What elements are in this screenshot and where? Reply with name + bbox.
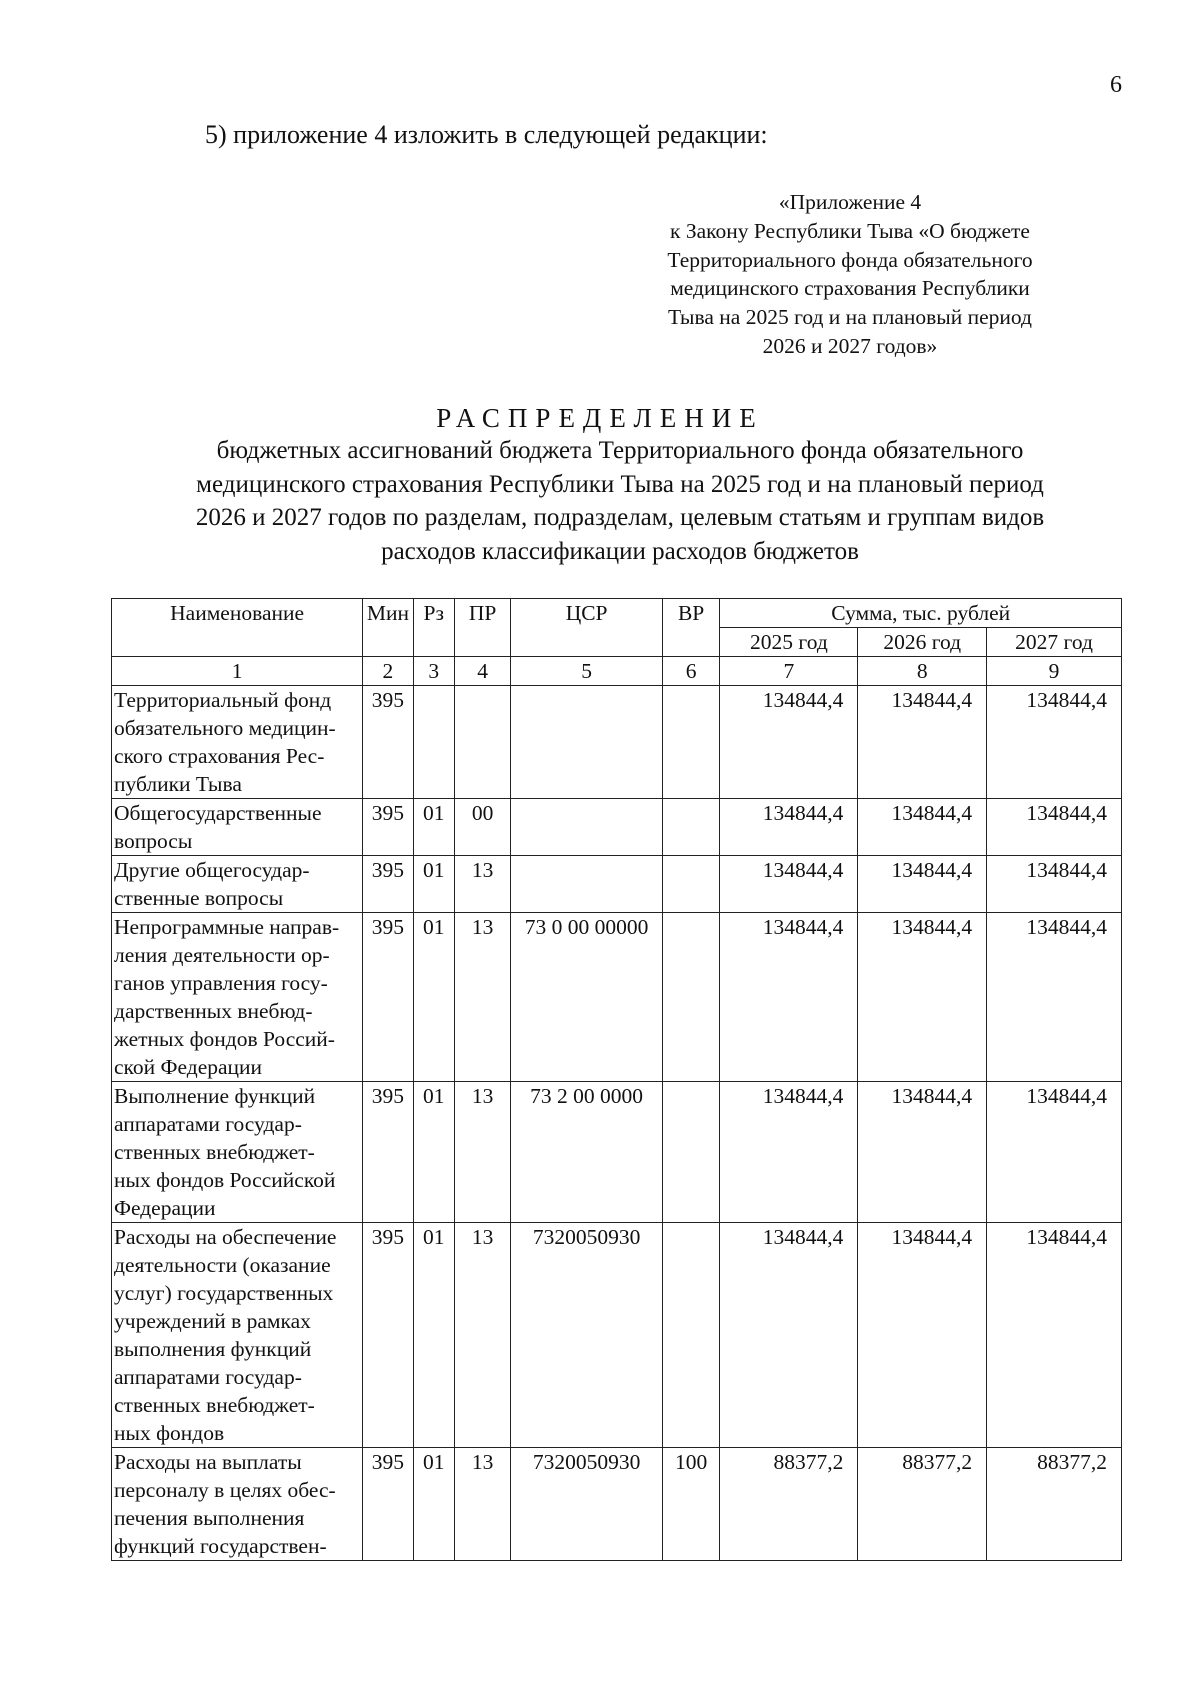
row-min: 395 <box>363 913 413 1082</box>
column-number: 5 <box>511 657 662 686</box>
row-name-line: деятельности (оказание <box>114 1253 331 1277</box>
header-min: Мин <box>363 599 413 657</box>
budget-table <box>111 598 1122 1561</box>
row-sum-2025: 134844,4 <box>720 913 858 1082</box>
document-title: РАСПРЕДЕЛЕНИЕ <box>436 403 764 433</box>
appendix-note-line: к Закону Республики Тыва «О бюджете <box>670 218 1030 243</box>
row-name-line: публики Тыва <box>114 772 242 796</box>
table-header-row <box>112 599 1122 628</box>
header-year-2025: 2025 год <box>720 628 858 657</box>
row-name-line: жетных фондов Россий- <box>114 1027 335 1051</box>
subtitle-line: медицинского страхования Республики Тыва на 2025 год и на плановый период <box>196 470 1044 498</box>
row-rz: 01 <box>413 913 454 1082</box>
row-sum-2026: 134844,4 <box>858 1223 987 1448</box>
row-name <box>112 1082 363 1223</box>
table-row <box>112 1448 1122 1561</box>
row-name <box>112 1448 363 1561</box>
row-name-line: услуг) государственных <box>114 1281 334 1305</box>
row-rz: 01 <box>413 856 454 913</box>
row-sum-2026: 134844,4 <box>858 686 987 799</box>
table-row <box>112 856 1122 913</box>
appendix-note <box>620 188 1080 361</box>
column-number: 9 <box>987 657 1122 686</box>
row-csr <box>511 799 662 856</box>
header-name: Наименование <box>112 599 363 657</box>
row-name-line: выполнения функций <box>114 1337 312 1361</box>
row-sum-2026: 134844,4 <box>858 913 987 1082</box>
table-row <box>112 1223 1122 1448</box>
row-min: 395 <box>363 1448 413 1561</box>
header-year-2026: 2026 год <box>858 628 987 657</box>
row-name-line: вопросы <box>114 829 193 853</box>
table-row <box>112 1082 1122 1223</box>
row-sum-2025: 88377,2 <box>720 1448 858 1561</box>
row-csr <box>511 686 662 799</box>
row-vr <box>662 686 720 799</box>
row-sum-2025: 134844,4 <box>720 686 858 799</box>
table-row <box>112 799 1122 856</box>
row-name-line: ганов управления госу- <box>114 971 328 995</box>
row-pr: 00 <box>454 799 511 856</box>
row-sum-2026: 88377,2 <box>858 1448 987 1561</box>
intro-paragraph: 5) приложение 4 изложить в следующей редакции: <box>205 120 768 149</box>
row-name-line: дарственных внебюд- <box>114 999 313 1023</box>
row-pr <box>454 686 511 799</box>
row-rz <box>413 686 454 799</box>
header-sum: Сумма, тыс. рублей <box>720 599 1122 628</box>
row-sum-2027: 134844,4 <box>987 799 1122 856</box>
row-csr: 7320050930 <box>511 1448 662 1561</box>
header-pr: ПР <box>454 599 511 657</box>
row-pr: 13 <box>454 1223 511 1448</box>
column-number: 8 <box>858 657 987 686</box>
row-min: 395 <box>363 1223 413 1448</box>
subtitle-line: 2026 и 2027 годов по разделам, подразделам, целевым статьям и группам видов <box>195 504 1045 531</box>
appendix-note-line: 2026 и 2027 годов» <box>762 333 938 358</box>
row-pr: 13 <box>454 913 511 1082</box>
row-name-line: Другие общегосудар- <box>114 858 310 882</box>
row-sum-2025: 134844,4 <box>720 1082 858 1223</box>
row-sum-2026: 134844,4 <box>858 1082 987 1223</box>
row-name-line: Федерации <box>114 1196 216 1220</box>
column-number: 3 <box>413 657 454 686</box>
row-pr: 13 <box>454 1082 511 1223</box>
row-sum-2025: 134844,4 <box>720 856 858 913</box>
subtitle-line: бюджетных ассигнований бюджета Территориального фонда обязательного <box>216 437 1024 464</box>
row-name <box>112 856 363 913</box>
page-number: 6 <box>1110 72 1122 98</box>
row-sum-2027: 134844,4 <box>987 913 1122 1082</box>
row-name-line: персоналу в целях обес- <box>114 1478 336 1502</box>
column-number: 4 <box>454 657 511 686</box>
row-name <box>112 1223 363 1448</box>
column-number: 1 <box>112 657 363 686</box>
row-vr <box>662 913 720 1082</box>
row-vr <box>662 799 720 856</box>
row-name-line: аппаратами государ- <box>114 1365 302 1389</box>
row-vr <box>662 1082 720 1223</box>
appendix-note-line: Тыва на 2025 год и на плановый период <box>667 305 1032 330</box>
appendix-note-line: медицинского страхования Республики <box>670 276 1030 301</box>
table-row <box>112 913 1122 1082</box>
subtitle-line: расходов классификации расходов бюджетов <box>381 537 859 565</box>
row-rz: 01 <box>413 799 454 856</box>
row-name-line: печения выполнения <box>114 1506 305 1530</box>
column-number: 6 <box>662 657 720 686</box>
row-name-line: Общегосударственные <box>114 801 322 825</box>
row-sum-2026: 134844,4 <box>858 856 987 913</box>
row-csr: 7320050930 <box>511 1223 662 1448</box>
row-name-line: учреждений в рамках <box>114 1309 311 1333</box>
row-vr: 100 <box>662 1448 720 1561</box>
row-min: 395 <box>363 856 413 913</box>
row-rz: 01 <box>413 1223 454 1448</box>
row-name-line: ственные вопросы <box>114 886 284 910</box>
row-csr: 73 0 00 00000 <box>511 913 662 1082</box>
row-min: 395 <box>363 1082 413 1223</box>
row-name <box>112 686 363 799</box>
header-vr: ВР <box>662 599 720 657</box>
row-sum-2026: 134844,4 <box>858 799 987 856</box>
row-name <box>112 799 363 856</box>
column-number-row <box>112 657 1122 686</box>
row-name-line: ственных внебюджет- <box>114 1393 315 1417</box>
document-subtitle <box>130 434 1110 568</box>
row-name-line: Непрограммные направ- <box>114 915 340 939</box>
row-sum-2025: 134844,4 <box>720 799 858 856</box>
row-csr <box>511 856 662 913</box>
row-min: 395 <box>363 686 413 799</box>
row-name-line: Расходы на выплаты <box>114 1450 302 1474</box>
row-sum-2027: 88377,2 <box>987 1448 1122 1561</box>
appendix-note-line: Территориального фонда обязательного <box>667 247 1033 272</box>
row-sum-2027: 134844,4 <box>987 1082 1122 1223</box>
row-rz: 01 <box>413 1082 454 1223</box>
row-name-line: ской Федерации <box>114 1055 263 1079</box>
header-year-2027: 2027 год <box>987 628 1122 657</box>
row-name-line: ского страхования Рес- <box>114 744 325 768</box>
row-name-line: Территориальный фонд <box>114 688 332 712</box>
row-name-line: Выполнение функций <box>114 1084 316 1108</box>
row-sum-2027: 134844,4 <box>987 686 1122 799</box>
row-name-line: обязательного медицин- <box>114 716 336 740</box>
header-rz: Рз <box>413 599 454 657</box>
row-name-line: Расходы на обеспечение <box>114 1225 337 1249</box>
row-name <box>112 913 363 1082</box>
column-number: 7 <box>720 657 858 686</box>
column-number: 2 <box>363 657 413 686</box>
row-rz: 01 <box>413 1448 454 1561</box>
appendix-note-line: «Приложение 4 <box>778 190 922 214</box>
row-sum-2025: 134844,4 <box>720 1223 858 1448</box>
row-vr <box>662 1223 720 1448</box>
row-name-line: функций государствен- <box>114 1534 327 1558</box>
row-name-line: ления деятельности ор- <box>114 943 330 967</box>
row-sum-2027: 134844,4 <box>987 1223 1122 1448</box>
row-name-line: ственных внебюджет- <box>114 1140 315 1164</box>
row-min: 395 <box>363 799 413 856</box>
row-csr: 73 2 00 0000 <box>511 1082 662 1223</box>
row-sum-2027: 134844,4 <box>987 856 1122 913</box>
row-pr: 13 <box>454 856 511 913</box>
row-name-line: ных фондов <box>114 1421 225 1445</box>
row-name-line: ных фондов Российской <box>114 1168 336 1192</box>
table-row <box>112 686 1122 799</box>
header-csr: ЦСР <box>511 599 662 657</box>
row-pr: 13 <box>454 1448 511 1561</box>
row-vr <box>662 856 720 913</box>
row-name-line: аппаратами государ- <box>114 1112 302 1136</box>
